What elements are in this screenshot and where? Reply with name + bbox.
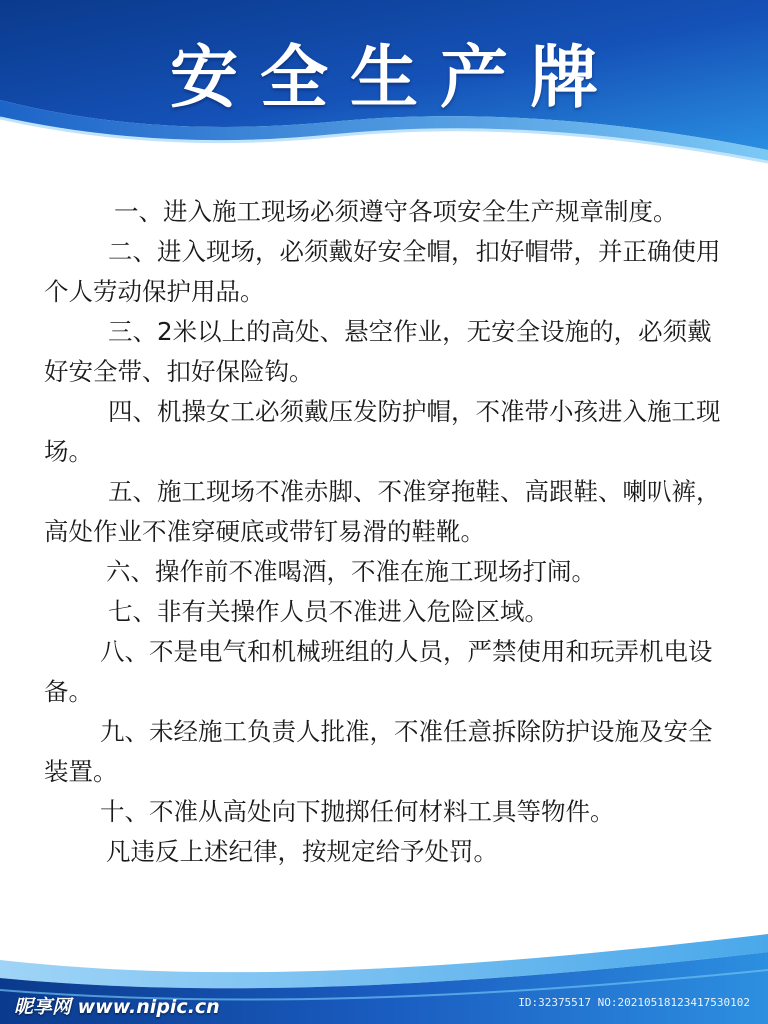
- rule-item: 十、不准从高处向下抛掷任何材料工具等物件。: [100, 797, 615, 826]
- rules-list: [44, 192, 734, 872]
- page-title: 安全生产牌: [169, 39, 620, 118]
- header-banner: [0, 0, 768, 170]
- rule-item: 凡违反上述纪律，按规定给予处罚。: [106, 837, 498, 866]
- rule-item: 七、非有关操作人员不准进入危险区域。: [108, 597, 549, 626]
- rule-item: 三、2米以上的高处、悬空作业，无安全设施的，必须戴好安全带、扣好保险钩。: [44, 317, 712, 386]
- watermark-id: ID:32375517 NO:20210518123417530102: [518, 996, 750, 1009]
- rule-item: 二、进入现场，必须戴好安全帽，扣好帽带，并正确使用个人劳动保护用品。: [44, 237, 721, 306]
- rule-item: 四、机操女工必须戴压发防护帽，不准带小孩进入施工现场。: [44, 397, 721, 466]
- rule-item: 一、进入施工现场必须遵守各项安全生产规章制度。: [114, 197, 678, 226]
- rule-item: 八、不是电气和机械班组的人员，严禁使用和玩弄机电设备。: [44, 637, 713, 706]
- rule-item: 五、施工现场不准赤脚、不准穿拖鞋、高跟鞋、喇叭裤，高处作业不准穿硬底或带钉易滑的鞋靴。: [44, 477, 721, 546]
- rule-item: 九、未经施工负责人批准，不准任意拆除防护设施及安全装置。: [44, 717, 713, 786]
- watermark-site: 昵享网 www.nipic.cn: [14, 996, 220, 1018]
- rule-item: 六、操作前不准喝酒，不准在施工现场打闹。: [106, 557, 596, 586]
